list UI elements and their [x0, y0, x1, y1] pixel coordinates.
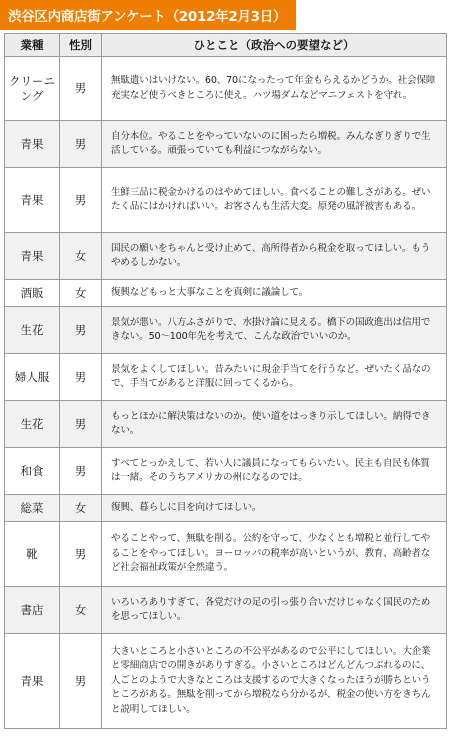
gender-cell: 男: [60, 634, 102, 729]
column-header-comment: ひとこと（政治への要望など）: [102, 34, 447, 57]
survey-table: [4, 33, 447, 729]
industry-cell: 青果: [5, 168, 60, 233]
comment-cell: やることやって、無駄を削る。公約を守って、少なくとも増税と並行してやることをやってほしい。ヨーロッパの税率が高いというが、教育、高齢者など社会福祉政策が全然違う。: [102, 522, 447, 587]
table-row: [5, 121, 447, 168]
gender-cell: 女: [60, 587, 102, 634]
table-row: [5, 522, 447, 587]
table-row: [5, 354, 447, 401]
industry-cell: 青果: [5, 121, 60, 168]
gender-cell: 女: [60, 280, 102, 307]
gender-cell: 男: [60, 57, 102, 121]
comment-cell: 大きいところと小さいところの不公平があるので公平にしてほしい。大企業と零細商店での開きがありすぎる。小さいところはどんどんつぶれるのに、人ごとのようで大きなところは支援するので大きくなったほうが勝ちというところがある。無駄を削ってから増税なら分かるが、税金の使い方をきちんと説明してほしい。: [102, 634, 447, 729]
table-row: [5, 587, 447, 634]
industry-cell: 婦人服: [5, 354, 60, 401]
industry-cell: 書店: [5, 587, 60, 634]
comment-cell: 国民の願いをちゃんと受け止めて、高所得者から税金を取ってほしい。もうやめるしかない。: [102, 233, 447, 280]
gender-cell: 男: [60, 121, 102, 168]
comment-cell: すべてとっかえして、若い人に議員になってもらいたい。民主も自民も体質は一緒。そのうちアメリカの州になるのでは。: [102, 448, 447, 495]
industry-cell: 和食: [5, 448, 60, 495]
gender-cell: 女: [60, 495, 102, 522]
industry-cell: 青果: [5, 634, 60, 729]
comment-cell: 生鮮三品に税金かけるのはやめてほしい。食べることの難しさがある。ぜいたく品にはかければいい。お客さんも生活大変。原発の風評被害もある。: [102, 168, 447, 233]
table-row: [5, 280, 447, 307]
gender-cell: 男: [60, 168, 102, 233]
comment-cell: もっとほかに解決策はないのか。使い道をはっきり示してほしい。納得できない。: [102, 401, 447, 448]
comment-cell: 景気をよくしてほしい。昔みたいに現金手当てを行うなど。ぜいたく品なので、手当てがあると洋服に回ってくるから。: [102, 354, 447, 401]
comment-cell: 復興、暮らしに目を向けてほしい。: [102, 495, 447, 522]
comment-cell: 無駄遣いはいけない。60、70になったって年金もらえるかどうか。社会保障充実など使うべきところに使え。ハツ場ダムなどマニフェストを守れ。: [102, 57, 447, 121]
comment-cell: 復興などもっと大事なことを真剣に議論して。: [102, 280, 447, 307]
table-row: [5, 233, 447, 280]
comment-cell: 自分本位。やることをやっていないのに困ったら増税。みんなぎりぎりで生活している。頑張っていても利益につながらない。: [102, 121, 447, 168]
gender-cell: 男: [60, 522, 102, 587]
gender-cell: 男: [60, 448, 102, 495]
industry-cell: 生花: [5, 307, 60, 354]
gender-cell: 男: [60, 307, 102, 354]
industry-cell: 生花: [5, 401, 60, 448]
industry-cell: クリーニング: [5, 57, 60, 121]
survey-title: 渋谷区内商店街アンケート（2012年2月3日）: [0, 0, 296, 30]
table-row: [5, 448, 447, 495]
table-row: [5, 634, 447, 729]
column-header-gender: 性別: [60, 34, 102, 57]
industry-cell: 靴: [5, 522, 60, 587]
table-row: [5, 401, 447, 448]
column-header-industry: 業種: [5, 34, 60, 57]
gender-cell: 男: [60, 401, 102, 448]
industry-cell: 酒販: [5, 280, 60, 307]
industry-cell: 青果: [5, 233, 60, 280]
table-row: [5, 307, 447, 354]
comment-cell: いろいろありすぎて、各党だけの足の引っ張り合いだけじゃなく国民のためを思ってほしい。: [102, 587, 447, 634]
table-row: [5, 57, 447, 121]
gender-cell: 男: [60, 354, 102, 401]
gender-cell: 女: [60, 233, 102, 280]
table-row: [5, 495, 447, 522]
table-row: [5, 168, 447, 233]
industry-cell: 総菜: [5, 495, 60, 522]
comment-cell: 景気が悪い。八方ふさがりで、水掛け論に見える。橋下の国政進出は信用できない。50～100年先を考えて、こんな政治でいいのか。: [102, 307, 447, 354]
table-header-row: [5, 34, 447, 57]
